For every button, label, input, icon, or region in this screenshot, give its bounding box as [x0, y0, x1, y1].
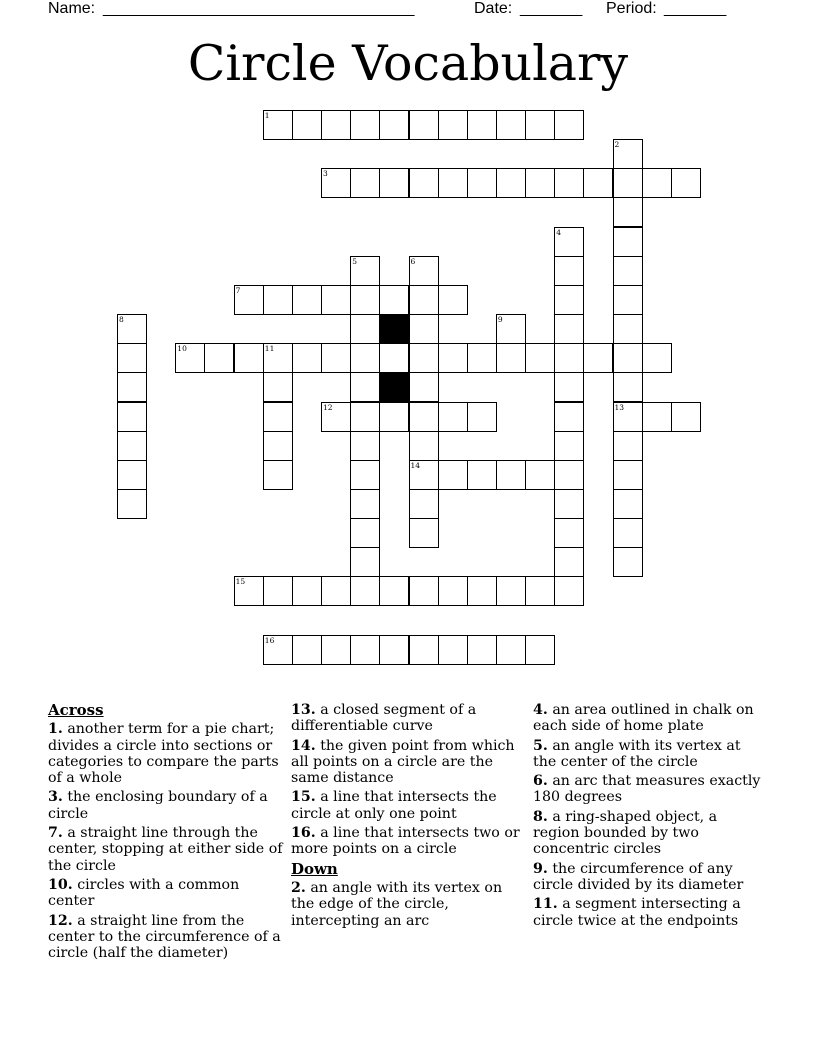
- clue-down-2: 2. an angle with its vertex on the edge of the circle, intercepting an arc: [291, 879, 503, 929]
- grid-cell[interactable]: [613, 518, 643, 548]
- clue-number: 2: [614, 140, 620, 150]
- grid-cell[interactable]: [554, 343, 584, 373]
- grid-cell[interactable]: [583, 168, 613, 198]
- grid-cell[interactable]: [321, 576, 351, 606]
- grid-cell[interactable]: [613, 256, 643, 286]
- date-blank[interactable]: _______: [520, 0, 583, 17]
- grid-cell[interactable]: [554, 576, 584, 606]
- grid-cell[interactable]: [263, 402, 293, 432]
- clue-down-4: 4. an area outlined in chalk on each side of home plate: [533, 702, 754, 735]
- grid-cell[interactable]: [117, 431, 147, 461]
- grid-cell[interactable]: [438, 460, 468, 490]
- grid-cell[interactable]: [234, 343, 264, 373]
- date-label: Date:: [474, 0, 513, 17]
- clue-number: 9: [497, 315, 503, 324]
- grid-cell[interactable]: [554, 489, 584, 519]
- grid-cell[interactable]: [613, 197, 643, 227]
- grid-cell[interactable]: [525, 110, 555, 140]
- name-blank[interactable]: ___________________________________: [103, 0, 415, 17]
- clue-number: 4: [556, 227, 562, 237]
- clue-down-8: 8. a ring-shaped object, a region bounded by two concentric circles: [533, 808, 718, 858]
- grid-cell[interactable]: [496, 635, 526, 665]
- grid-cell[interactable]: [379, 110, 409, 140]
- grid-cell[interactable]: [409, 343, 439, 373]
- clue-across-16: 16. a line that intersects two or more points on a circle: [291, 825, 520, 858]
- grid-cell[interactable]: [438, 343, 468, 373]
- clue-number: 7: [235, 285, 241, 295]
- grid-cell[interactable]: [409, 314, 439, 344]
- grid-cell[interactable]: [671, 402, 701, 432]
- clue-number: 3: [323, 169, 328, 179]
- grid-cell[interactable]: [204, 343, 234, 373]
- name-label: Name:: [48, 0, 96, 17]
- grid-cell[interactable]: [554, 256, 584, 286]
- grid-cell[interactable]: [438, 402, 468, 432]
- clue-number: 10: [177, 344, 187, 354]
- grid-cell[interactable]: [467, 110, 497, 140]
- clue-across-1: 1. another term for a pie chart; divides a circle into sections or categories to compare the parts of a whole: [48, 721, 279, 787]
- grid-cell[interactable]: [554, 168, 584, 198]
- grid-cell[interactable]: [117, 460, 147, 490]
- grid-cell[interactable]: [642, 402, 672, 432]
- grid-cell[interactable]: [525, 168, 555, 198]
- grid-cell[interactable]: [613, 547, 643, 577]
- grid-cell[interactable]: [554, 110, 584, 140]
- grid-cell[interactable]: [613, 489, 643, 519]
- grid-cell[interactable]: [467, 635, 497, 665]
- clue-number: 14: [410, 460, 421, 470]
- grid-cell[interactable]: [554, 402, 584, 432]
- grid-cell[interactable]: [496, 343, 526, 373]
- grid-cell[interactable]: [117, 402, 147, 432]
- grid-cell[interactable]: [438, 110, 468, 140]
- grid-cell[interactable]: [642, 168, 672, 198]
- grid-cell[interactable]: [409, 285, 439, 315]
- clues-column-3: [533, 702, 765, 932]
- grid-cell[interactable]: [321, 285, 351, 315]
- clues-column-1: [48, 702, 288, 964]
- grid-cell[interactable]: [613, 431, 643, 461]
- grid-cell[interactable]: [613, 227, 643, 257]
- clue-number: 11: [264, 344, 275, 354]
- grid-cell[interactable]: [409, 518, 439, 548]
- grid-cell[interactable]: [292, 635, 322, 665]
- grid-cell[interactable]: [292, 343, 322, 373]
- grid-cell[interactable]: [554, 547, 584, 577]
- grid-cell[interactable]: [496, 168, 526, 198]
- clue-number: 5: [352, 256, 357, 266]
- grid-cell[interactable]: [554, 372, 584, 402]
- grid-cell[interactable]: [525, 460, 555, 490]
- clue-number: 16: [264, 635, 275, 645]
- grid-cell[interactable]: [350, 576, 380, 606]
- blocked-cell: [379, 372, 409, 402]
- grid-cell[interactable]: [438, 635, 468, 665]
- grid-cell[interactable]: [554, 518, 584, 548]
- grid-cell[interactable]: [554, 285, 584, 315]
- grid-cell[interactable]: [350, 431, 380, 461]
- grid-cell[interactable]: [263, 372, 293, 402]
- grid-cell[interactable]: [379, 576, 409, 606]
- grid-cell[interactable]: [409, 576, 439, 606]
- down-heading: Down: [291, 859, 338, 878]
- grid-cell[interactable]: [379, 402, 409, 432]
- grid-cell[interactable]: [496, 110, 526, 140]
- grid-cell[interactable]: [438, 168, 468, 198]
- clue-number: 6: [410, 256, 416, 266]
- clue-across-13: 13. a closed segment of a differentiable curve: [291, 702, 477, 735]
- grid-cell[interactable]: [438, 576, 468, 606]
- grid-cell[interactable]: [467, 576, 497, 606]
- grid-cell[interactable]: [350, 372, 380, 402]
- clue-number: 8: [119, 315, 124, 324]
- grid-cell[interactable]: [613, 314, 643, 344]
- grid-cell[interactable]: [263, 285, 293, 315]
- grid-cell[interactable]: [379, 635, 409, 665]
- grid-cell[interactable]: [613, 460, 643, 490]
- grid-cell[interactable]: [350, 402, 380, 432]
- clue-down-5: 5. an angle with its vertex at the center of the circle: [533, 737, 741, 770]
- clue-across-7: 7. a straight line through the center, stopping at either side of the circle: [48, 825, 283, 874]
- clue-across-3: 3. the enclosing boundary of a circle: [48, 789, 268, 822]
- clues-column-2: [291, 702, 523, 932]
- period-label: Period:: [606, 0, 657, 17]
- clue-number: 1: [264, 111, 270, 120]
- grid-cell[interactable]: [409, 431, 439, 461]
- grid-cell[interactable]: [292, 285, 322, 315]
- grid-cell[interactable]: [409, 402, 439, 432]
- grid-cell[interactable]: [350, 460, 380, 490]
- grid-cell[interactable]: [263, 460, 293, 490]
- grid-cell[interactable]: [117, 372, 147, 402]
- grid-cell[interactable]: [292, 110, 322, 140]
- grid-cell[interactable]: [321, 343, 351, 373]
- grid-cell[interactable]: [350, 547, 380, 577]
- clue-down-9: 9. the circumference of any circle divided by its diameter: [533, 860, 744, 893]
- grid-cell[interactable]: [350, 489, 380, 519]
- grid-cell[interactable]: [350, 518, 380, 548]
- grid-cell[interactable]: [525, 576, 555, 606]
- grid-cell[interactable]: [613, 343, 643, 373]
- grid-cell[interactable]: [350, 314, 380, 344]
- grid-cell[interactable]: [583, 343, 613, 373]
- grid-cell[interactable]: [117, 489, 147, 519]
- clue-across-10: 10. circles with a common center: [48, 876, 240, 910]
- clue-down-6: 6. an arc that measures exactly 180 degrees: [533, 773, 761, 806]
- grid-cell[interactable]: [350, 110, 380, 140]
- grid-cell[interactable]: [409, 110, 439, 140]
- grid-cell[interactable]: [671, 168, 701, 198]
- clue-across-14: 14. the given point from which all points on a circle are the same distance: [291, 737, 515, 787]
- grid-cell[interactable]: [350, 285, 380, 315]
- clue-across-12: 12. a straight line from the center to the circumference of a circle (half the diameter): [48, 912, 281, 962]
- period-blank[interactable]: _______: [664, 0, 727, 17]
- grid-cell[interactable]: [613, 168, 643, 198]
- grid-cell[interactable]: [525, 343, 555, 373]
- grid-cell[interactable]: [350, 635, 380, 665]
- grid-cell[interactable]: [642, 343, 672, 373]
- grid-cell[interactable]: [409, 372, 439, 402]
- grid-cell[interactable]: [263, 576, 293, 606]
- grid-cell[interactable]: [467, 460, 497, 490]
- grid-cell[interactable]: [117, 343, 147, 373]
- grid-cell[interactable]: [321, 635, 351, 665]
- grid-cell[interactable]: [613, 285, 643, 315]
- grid-cell[interactable]: [350, 168, 380, 198]
- grid-cell[interactable]: [613, 372, 643, 402]
- grid-cell[interactable]: [409, 168, 439, 198]
- grid-cell[interactable]: [292, 576, 322, 606]
- grid-cell[interactable]: [496, 460, 526, 490]
- grid-cell[interactable]: [409, 635, 439, 665]
- clue-number: 12: [323, 402, 333, 412]
- grid-cell[interactable]: [467, 343, 497, 373]
- grid-cell[interactable]: [263, 431, 293, 461]
- grid-cell[interactable]: [438, 285, 468, 315]
- grid-cell[interactable]: [321, 110, 351, 140]
- grid-cell[interactable]: [350, 343, 380, 373]
- clue-across-15: 15. a line that intersects the circle at only one point: [291, 789, 497, 822]
- blocked-cell: [379, 314, 409, 344]
- grid-cell[interactable]: [525, 635, 555, 665]
- grid-cell[interactable]: [496, 576, 526, 606]
- page-title: Circle Vocabulary: [187, 35, 629, 92]
- grid-cell[interactable]: [379, 285, 409, 315]
- grid-cell[interactable]: [554, 314, 584, 344]
- clue-down-11: 11. a segment intersecting a circle twice at the endpoints: [533, 896, 741, 929]
- grid-cell[interactable]: [554, 460, 584, 490]
- grid-cell[interactable]: [409, 489, 439, 519]
- grid-cell[interactable]: [467, 402, 497, 432]
- grid-cell[interactable]: [467, 168, 497, 198]
- grid-cell[interactable]: [379, 168, 409, 198]
- grid-cell[interactable]: [554, 431, 584, 461]
- clue-number: 15: [235, 577, 246, 587]
- across-heading: Across: [48, 701, 104, 719]
- clue-number: 13: [614, 402, 625, 412]
- grid-cell[interactable]: [379, 343, 409, 373]
